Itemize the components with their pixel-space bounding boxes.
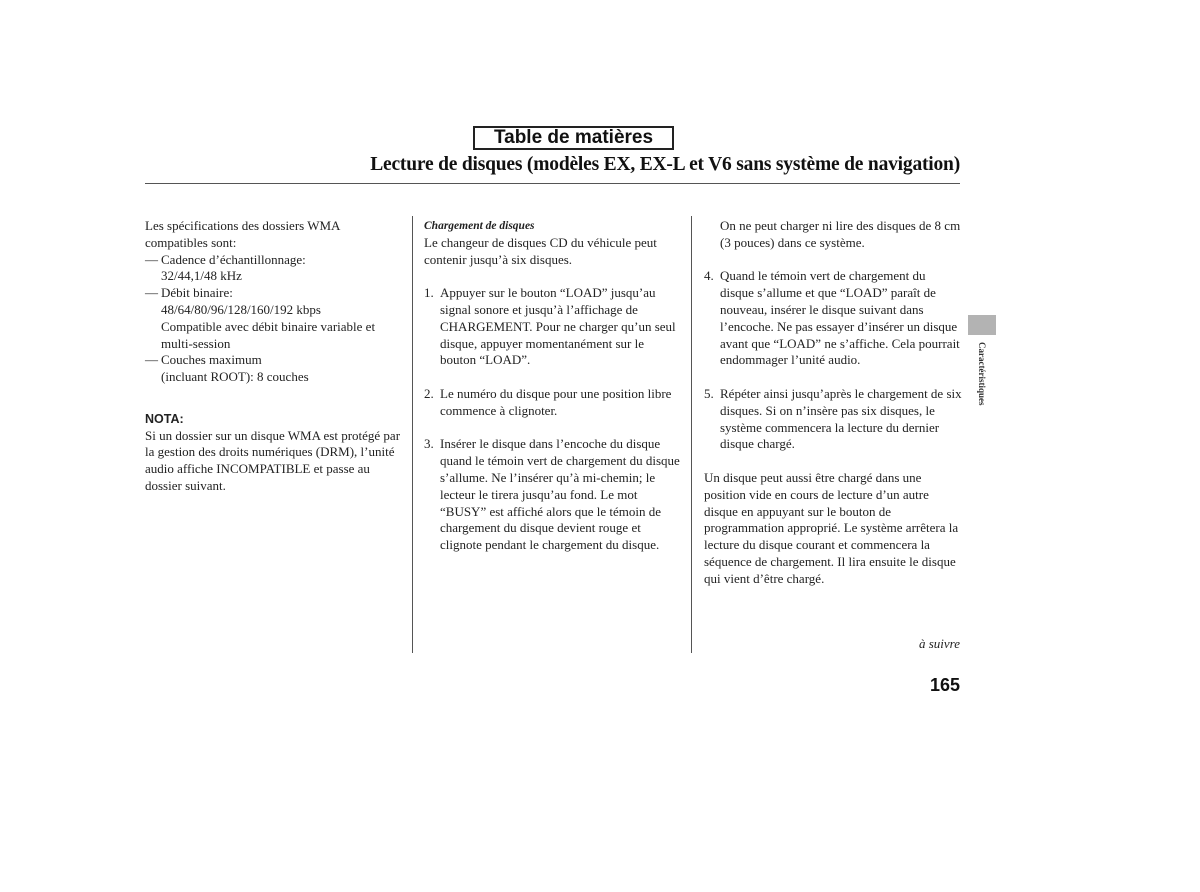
step-text: Quand le témoin vert de chargement du disque s’allume et que “LOAD” paraît de nouveau, insérer le disque suivant dans l’encoche. Ne pas essayer d’insérer un disque avant que “LOAD” ne s’affiche. Cela pourrait endommager l’unité audio. bbox=[720, 268, 960, 368]
spec-label: Couches maximum bbox=[161, 352, 262, 368]
dash-bullet: — bbox=[145, 251, 158, 267]
column-loading-continued bbox=[704, 218, 962, 588]
step-text: Le numéro du disque pour une position libre commence à clignoter. bbox=[440, 385, 672, 418]
column-divider-left bbox=[412, 216, 413, 653]
spec-label: Débit binaire: bbox=[161, 285, 233, 301]
column-wma-specs bbox=[145, 218, 403, 495]
nota-text: Si un dossier sur un disque WMA est protégé par la gestion des droits numériques (DRM), l’unité audio affiche INCOMPATIBLE et passe au dossier suivant. bbox=[145, 427, 401, 493]
header-divider bbox=[145, 183, 960, 184]
step-text: Insérer le disque dans l’encoche du disque quand le témoin vert de chargement du disque s’allume. Ne l’insérer qu’à mi-chemin; le lecteur le tirera jusqu’au fond. Le mot “BUSY” est affiché alors que le témoin de chargement du disque devient rouge et clignote pendant le chargement du disque. bbox=[440, 436, 680, 553]
step-text: Appuyer sur le bouton “LOAD” jusqu’au signal sonore et jusqu’à l’affichage de CHARGEMENT. Pour ne charger qu’un seul disque, appuyer momentanément sur le bouton “LOAD”. bbox=[440, 285, 676, 368]
dash-bullet: — bbox=[145, 352, 158, 368]
continued-label: à suivre bbox=[918, 636, 960, 651]
spec-item bbox=[145, 352, 403, 386]
page-number: 165 bbox=[929, 675, 960, 695]
step-number: 5. bbox=[704, 385, 714, 401]
closing-paragraph: Un disque peut aussi être chargé dans une position vide en cours de lecture d’un autre disque en appuyant sur le bouton de programmation approprié. Le système arrêtera la lecture du disque courant et commencera la séquence de chargement. Il lira ensuite le disque qui vient d’être chargé. bbox=[704, 469, 959, 586]
column-loading bbox=[424, 218, 680, 554]
wma-intro: Les spécifications des dossiers WMA compatibles sont: bbox=[145, 218, 340, 250]
spec-value: Compatible avec débit binaire variable et multi-session bbox=[161, 318, 376, 351]
section-tab-label: Caractéristiques bbox=[977, 342, 987, 406]
step-number: 4. bbox=[704, 268, 714, 284]
column-divider-right bbox=[691, 216, 692, 653]
step-item bbox=[424, 436, 680, 554]
table-of-contents-button[interactable]: Table de matières bbox=[473, 126, 674, 150]
spec-item bbox=[145, 285, 403, 352]
step-item bbox=[704, 386, 962, 453]
step-item bbox=[424, 285, 680, 369]
step-number: 1. bbox=[424, 285, 434, 301]
section-tab-marker bbox=[968, 315, 996, 335]
spec-label: Cadence d’échantillonnage: bbox=[161, 251, 306, 267]
spec-value: 32/44,1/48 kHz bbox=[161, 268, 242, 284]
dash-bullet: — bbox=[145, 285, 158, 301]
step-number: 3. bbox=[424, 436, 434, 452]
page-title: Lecture de disques (modèles EX, EX-L et V6 sans système de navigation) bbox=[370, 154, 960, 175]
loading-intro: Le changeur de disques CD du véhicule peut contenir jusqu’à six disques. bbox=[424, 234, 657, 267]
step-item bbox=[704, 268, 962, 369]
spec-value: 48/64/80/96/128/160/192 kbps bbox=[161, 301, 321, 317]
section-subheading: Chargement de disques bbox=[424, 220, 535, 232]
step-note bbox=[704, 218, 962, 252]
step-note-text: On ne peut charger ni lire des disques de 8 cm (3 pouces) dans ce système. bbox=[720, 218, 961, 250]
spec-value: (incluant ROOT): 8 couches bbox=[161, 369, 309, 385]
step-text: Répéter ainsi jusqu’après le chargement de six disques. Si on n’insère pas six disques, le système commencera la lecture du dernier disque chargé. bbox=[720, 385, 962, 452]
spec-item bbox=[145, 252, 403, 286]
step-item bbox=[424, 386, 680, 420]
step-number: 2. bbox=[424, 385, 434, 401]
nota-label: NOTA: bbox=[145, 411, 184, 426]
